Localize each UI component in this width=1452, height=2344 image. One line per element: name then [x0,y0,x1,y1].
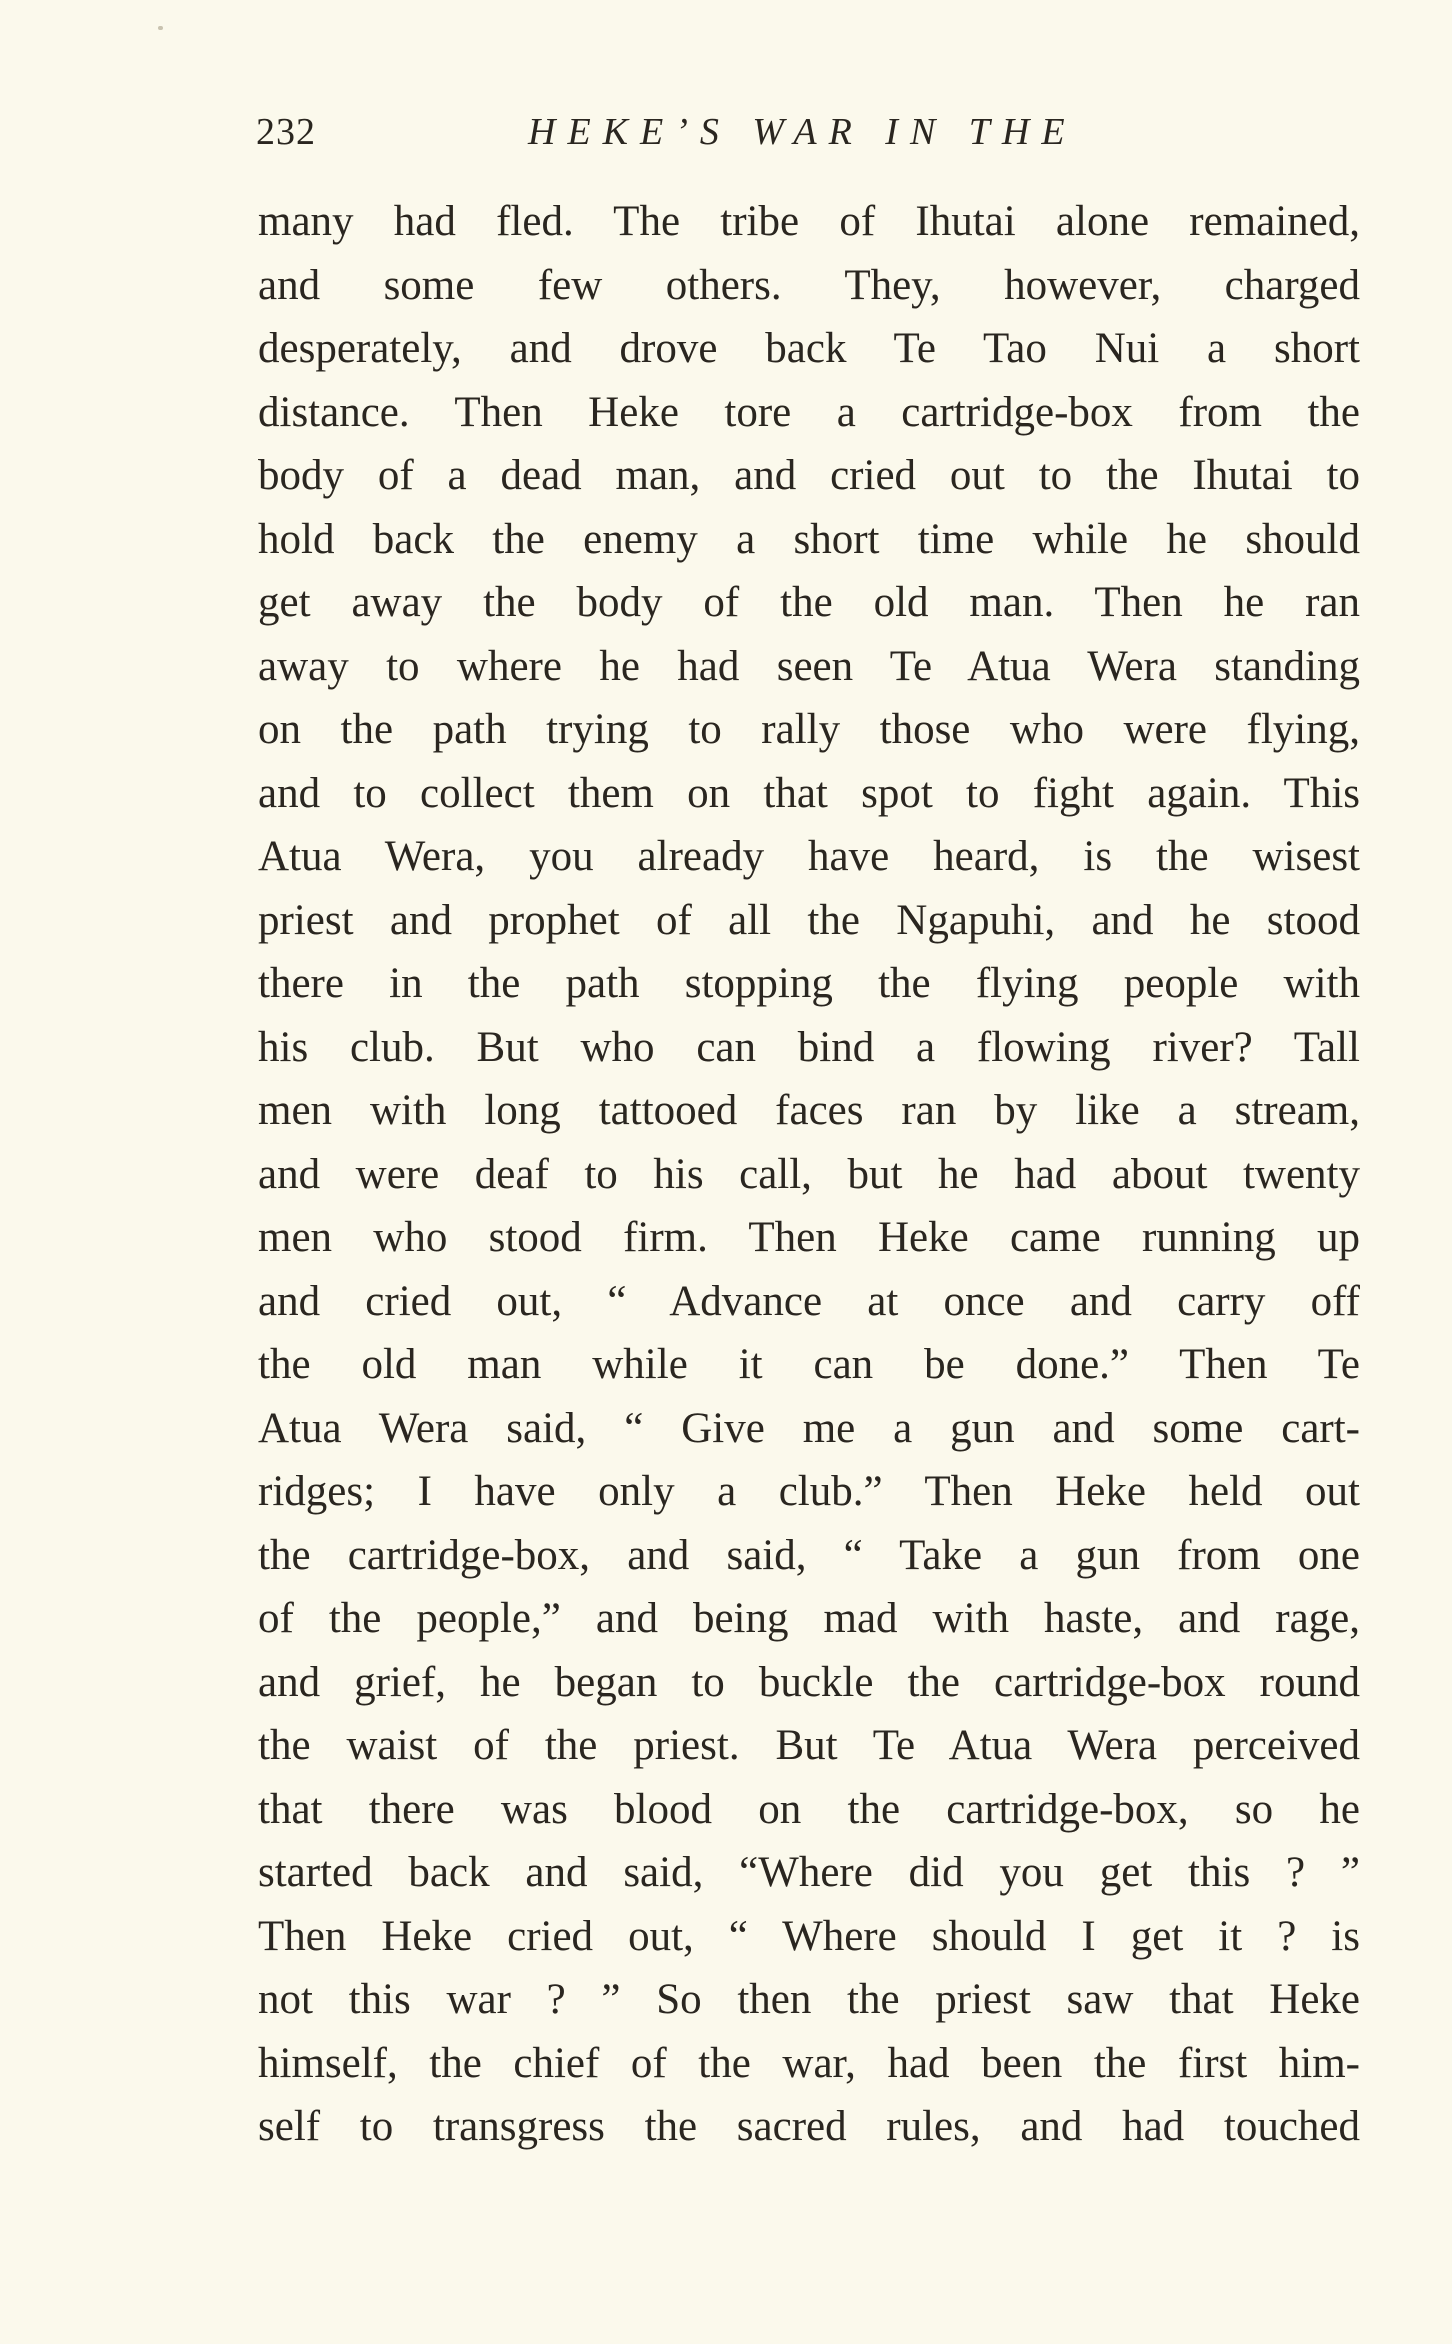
text-line: distance. Then Heke tore a cartridge-box from the [258,388,1360,436]
text-line: ridges; I have only a club.” Then Heke held out [258,1468,1360,1515]
text-line: and to collect them on that spot to fight again. This [258,769,1360,817]
text-line: that there was blood on the cartridge-box, so he [258,1785,1360,1833]
text-line: and some few others. They, however, charged [258,261,1360,309]
text-line: many had fled. The tribe of Ihutai alone remained, [258,198,1360,245]
text-line: the waist of the priest. But Te Atua Wera perceived [258,1722,1360,1769]
body-text [258,190,1360,2159]
text-line: his club. But who can bind a flowing river? Tall [258,1023,1360,1071]
text-line: and grief, he began to buckle the cartridge-box round [258,1658,1360,1706]
text-line: not this war ? ” So then the priest saw that Heke [258,1976,1360,2023]
text-line: body of a dead man, and cried out to the Ihutai to [258,452,1360,499]
text-line: and cried out, “ Advance at once and carry off [258,1277,1360,1325]
text-line: on the path trying to rally those who were flying, [258,706,1360,753]
text-line: Then Heke cried out, “ Where should I get it ? is [258,1912,1360,1960]
text-line: priest and prophet of all the Ngapuhi, and he stood [258,896,1360,944]
page-number: 232 [256,111,316,153]
text-line: started back and said, “Where did you get this ? ” [258,1849,1360,1896]
text-line: men who stood firm. Then Heke came running up [258,1214,1360,1261]
text-line: of the people,” and being mad with haste, and rage, [258,1595,1360,1642]
paper-speck [158,26,163,30]
text-line: there in the path stopping the flying people with [258,960,1360,1007]
text-line: himself, the chief of the war, had been the first him- [258,2039,1360,2087]
running-title: HEKE’S WAR IN THE [528,111,1077,153]
text-line: self to transgress the sacred rules, and had touched [258,2103,1360,2150]
text-line: men with long tattooed faces ran by like a stream, [258,1087,1360,1134]
text-line: get away the body of the old man. Then he ran [258,579,1360,626]
text-line: and were deaf to his call, but he had about twenty [258,1150,1360,1198]
text-line: Atua Wera said, “ Give me a gun and some cart- [258,1404,1360,1452]
text-line: the cartridge-box, and said, “ Take a gun from one [258,1531,1360,1579]
text-line: Atua Wera, you already have heard, is the wisest [258,833,1360,880]
running-head [256,110,1356,166]
text-line: desperately, and drove back Te Tao Nui a short [258,325,1360,372]
text-line: hold back the enemy a short time while he should [258,515,1360,563]
text-line: the old man while it can be done.” Then Te [258,1341,1360,1388]
text-line: away to where he had seen Te Atua Wera standing [258,642,1360,690]
